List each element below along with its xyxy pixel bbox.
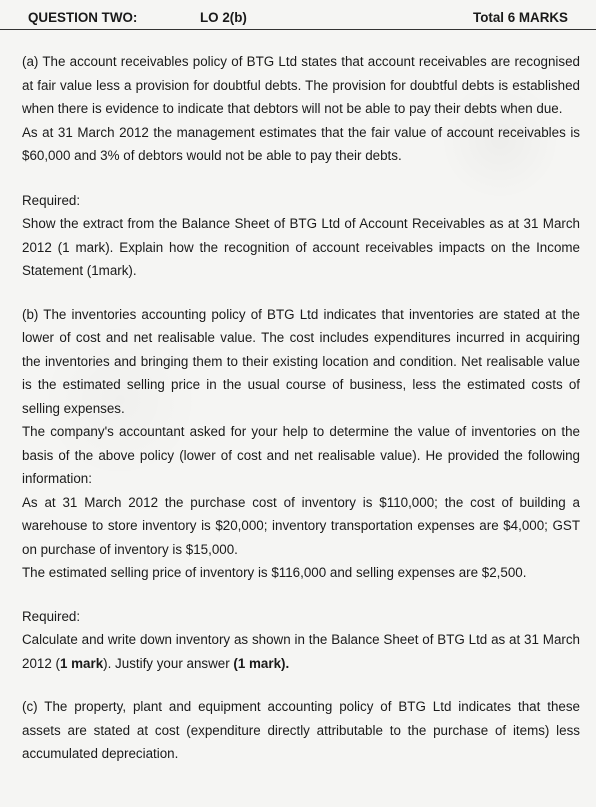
part-b-required-text (22, 628, 586, 675)
part-a-facts: As at 31 March 2012 the management estimates that the fair value of account receivables is $60,000 and 3% of debtors would not be able to pay their debts. (22, 124, 580, 163)
part-b-required-label: Required: (22, 608, 81, 624)
part-b-costs: As at 31 March 2012 the purchase cost of inventory is $110,000; the cost of building a warehouse to store inventory is $20,000; inventory transportation expenses are $4,000; GST on purchase of inventory is $15,000. (22, 494, 580, 557)
part-b-policy: (b) The inventories accounting policy of BTG Ltd indicates that inventories are stated at the lower of cost and net realisable value. The cost includes expenditures incurred in acquiring the inventories and bringing them to their existing location and condition. Net realisable value is the estimated selling price in the usual course of business, less the estimated costs of selling expenses. (22, 306, 580, 416)
question-header (22, 6, 586, 28)
question-number: QUESTION TWO: (28, 10, 138, 25)
req-text-2: ). Justify your answer (103, 655, 234, 671)
part-a-required-text: Show the extract from the Balance Sheet of BTG Ltd of Account Receivables as at 31 March 2012 (1 mark). Explain how the recognition of account receivables impacts on the Income Statement (1mark). (22, 216, 580, 278)
part-a-policy: (a) The account receivables policy of BTG Ltd states that account receivables are recognised at fair value less a provision for doubtful debts. The provision for doubtful debts is established when there is evidence to indicate that debtors will not be able to pay their debts when due. (22, 54, 580, 116)
part-a (22, 50, 586, 283)
part-b-selling: The estimated selling price of inventory is $116,000 and selling expenses are $2,500. (22, 565, 527, 580)
part-a-required-label: Required: (22, 192, 81, 208)
header-divider (0, 29, 596, 30)
req-bold-2: (1 mark). (233, 655, 290, 671)
part-c-policy: (c) The property, plant and equipment accounting policy of BTG Ltd indicates that these assets are stated at cost (expenditure directly attributable to the purchase of items) less accumulated depreciation. (22, 699, 580, 761)
req-bold-1: 1 mark (59, 655, 104, 671)
part-c (22, 695, 586, 766)
req-text-1: Calculate and write down inventory as shown in the Balance Sheet of BTG Ltd as at 31 March 2012 ( (22, 632, 580, 671)
total-marks: Total 6 MARKS (473, 10, 568, 25)
part-b (22, 303, 586, 676)
learning-outcome: LO 2(b) (200, 10, 247, 25)
part-b-request: The company's accountant asked for your help to determine the value of inventories on the basis of the above policy (lower of cost and net realisable value). He provided the following information: (22, 424, 580, 486)
